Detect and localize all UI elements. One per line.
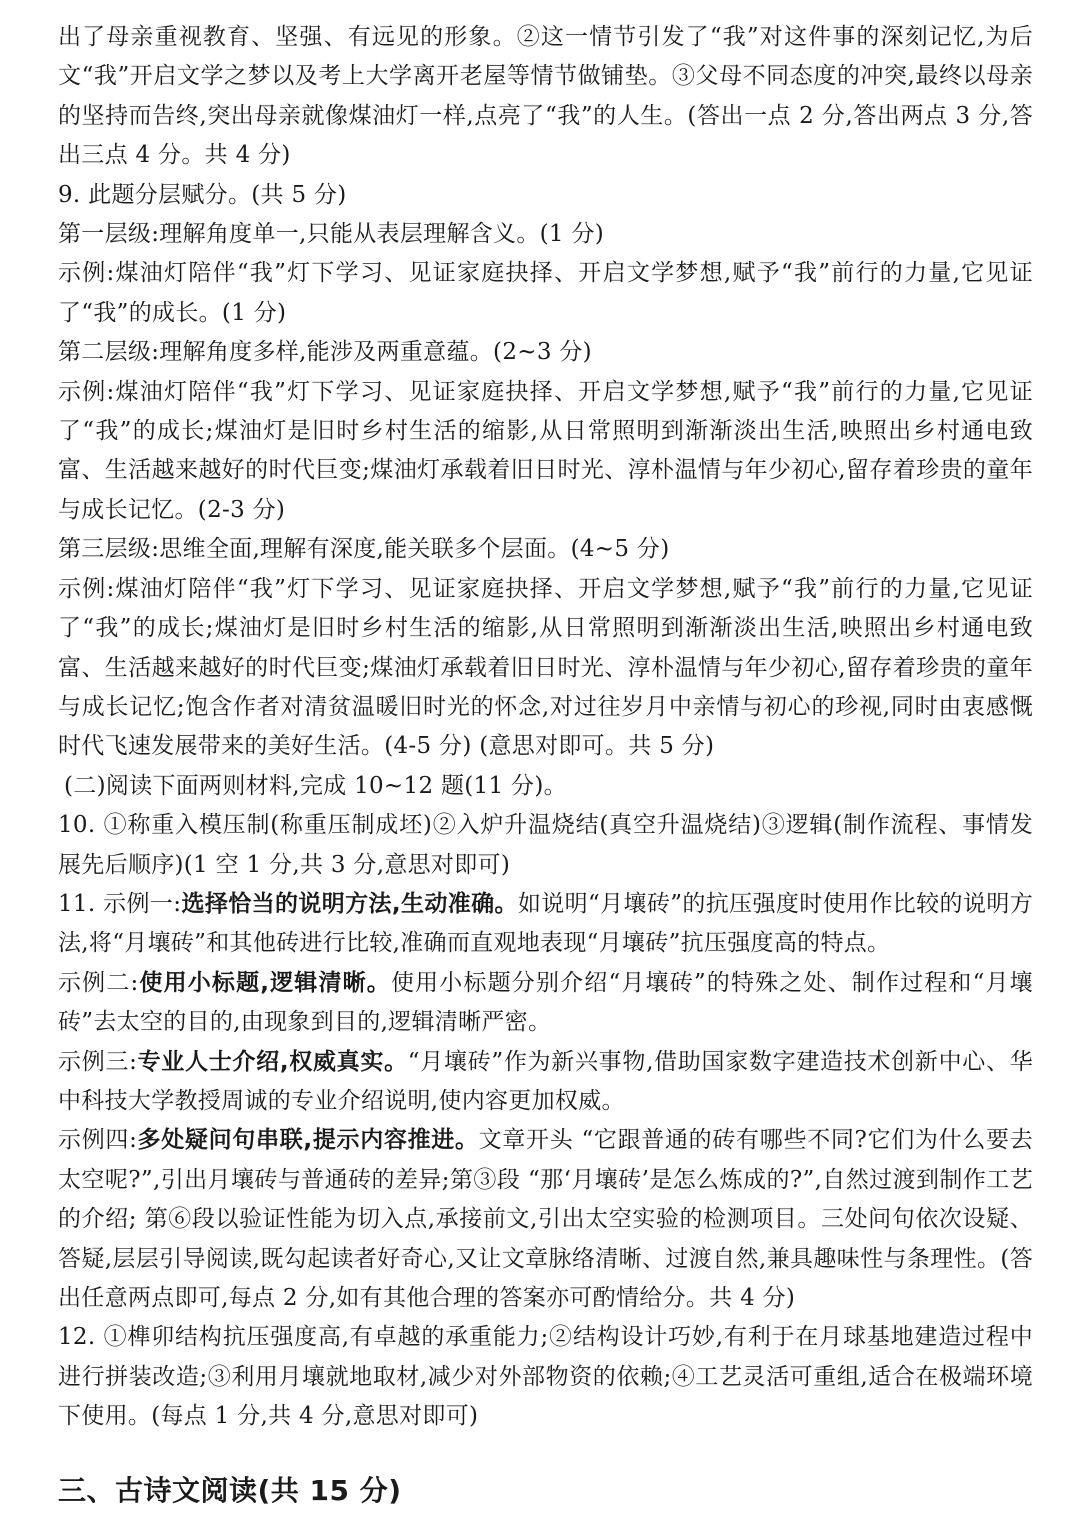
q11-example-3 bbox=[58, 1043, 1033, 1122]
q11-ex1-text: 如说明“月壤砖”的抗压强度时使用作比较的说明方法,将“月壤砖”和其他砖进行比较,准确而直观地表现“月壤砖”抗压强度高的特点。 bbox=[58, 890, 1033, 957]
q11-example-1 bbox=[58, 885, 1033, 964]
q9-level3: 第三层级:思维全面,理解有深度,能关联多个层面。(4~5 分) bbox=[58, 536, 670, 563]
q11-ex3-prefix: 示例三: bbox=[58, 1048, 138, 1075]
q9-heading: 9. 此题分层赋分。(共 5 分) bbox=[58, 181, 347, 208]
q11-ex4-prefix: 示例四: bbox=[58, 1127, 138, 1154]
q11-example-4 bbox=[58, 1121, 1033, 1318]
q11-ex4-bold: 多处疑问句串联,提示内容推进。 bbox=[137, 1127, 479, 1154]
q9-level1-example: 示例:煤油灯陪伴“我”灯下学习、见证家庭抉择、开启文学梦想,赋予“我”前行的力量,它见证了“我”的成长。(1 分) bbox=[58, 260, 1033, 326]
q11-ex2-text: 使用小标题分别介绍“月壤砖”的特殊之处、制作过程和“月壤砖”去太空的目的,由现象到目的,逻辑清晰严密。 bbox=[58, 969, 1033, 1036]
q9-level2: 第二层级:理解角度多样,能涉及两重意蕴。(2~3 分) bbox=[58, 339, 592, 366]
q9-level1: 第一层级:理解角度单一,只能从表层理解含义。(1 分) bbox=[58, 221, 605, 248]
q12-answer: 12. ①榫卯结构抗压强度高,有卓越的承重能力;②结构设计巧妙,有利于在月球基地建造过程中进行拼装改造;③利用月壤就地取材,减少对外部物资的依赖;④工艺灵活可重组,适合在极端环境下使用。(每点 1 分,共 4 分,意思对即可) bbox=[58, 1324, 1033, 1430]
q11-ex3-bold: 专业人士介绍,权威真实。 bbox=[137, 1048, 408, 1075]
answer-document bbox=[58, 18, 1033, 1437]
q10-answer: 10. ①称重入模压制(称重压制成坯)②入炉升温烧结(真空升温烧结)③逻辑(制作流程、事情发展先后顺序)(1 空 1 分,共 3 分,意思对即可) bbox=[58, 812, 1033, 878]
q11-ex1-prefix: 11. 示例一: bbox=[58, 890, 182, 917]
q8-answer-tail: 出了母亲重视教育、坚强、有远见的形象。②这一情节引发了“我”对这件事的深刻记忆,为后文“我”开启文学之梦以及考上大学离开老屋等情节做铺垫。③父母不同态度的冲突,最终以母亲的坚持而告终,突出母亲就像煤油灯一样,点亮了“我”的人生。(答出一点 2 分,答出两点 3 分,答出三点 4 分。共 4 分) bbox=[58, 24, 1033, 169]
q11-ex1-bold: 选择恰当的说明方法,生动准确。 bbox=[181, 890, 518, 917]
part2-heading: (二)阅读下面两则材料,完成 10~12 题(11 分)。 bbox=[64, 772, 567, 799]
q11-ex2-prefix: 示例二: bbox=[58, 969, 139, 996]
q9-level2-example: 示例:煤油灯陪伴“我”灯下学习、见证家庭抉择、开启文学梦想,赋予“我”前行的力量,它见证了“我”的成长;煤油灯是旧时乡村生活的缩影,从日常照明到渐渐淡出生活,映照出乡村通电致富、生活越来越好的时代巨变;煤油灯承载着旧日时光、淳朴温情与年少初心,留存着珍贵的童年与成长记忆。(2-3 分) bbox=[58, 378, 1033, 523]
section-3-title: 三、古诗文阅读(共 15 分) bbox=[58, 1474, 402, 1507]
q11-example-2 bbox=[58, 964, 1033, 1043]
q11-ex3-text: “月壤砖”作为新兴事物,借助国家数字建造技术创新中心、华中科技大学教授周诚的专业介绍说明,使内容更加权威。 bbox=[58, 1048, 1033, 1114]
q11-ex2-bold: 使用小标题,逻辑清晰。 bbox=[138, 969, 391, 996]
q9-level3-example: 示例:煤油灯陪伴“我”灯下学习、见证家庭抉择、开启文学梦想,赋予“我”前行的力量,它见证了“我”的成长;煤油灯是旧时乡村生活的缩影,从日常照明到渐渐淡出生活,映照出乡村通电致富、生活越来越好的时代巨变;煤油灯承载着旧日时光、淳朴温情与年少初心,留存着珍贵的童年与成长记忆;饱含作者对清贫温暖旧时光的怀念,对过往岁月中亲情与初心的珍视,同时由衷感慨时代飞速发展带来的美好生活。(4-5 分) (意思对即可。共 5 分) bbox=[58, 575, 1033, 760]
q11-ex4-text: 文章开头 “它跟普通的砖有哪些不同?它们为什么要去太空呢?”,引出月壤砖与普通砖的差异;第③段 “那‘月壤砖’是怎么炼成的?”,自然过渡到制作工艺的介绍; 第⑥段以验证性能为切入点,承接前文,引出太空实验的检测项目。三处问句依次设疑、答疑,层层引导阅读,既勾起读者好奇心,又让文章脉络清晰、过渡自然,兼具趣味性与条理性。(答出任意两点即可,每点 2 分,如有其他合理的答案亦可酌情给分。共 4 分) bbox=[58, 1127, 1033, 1311]
